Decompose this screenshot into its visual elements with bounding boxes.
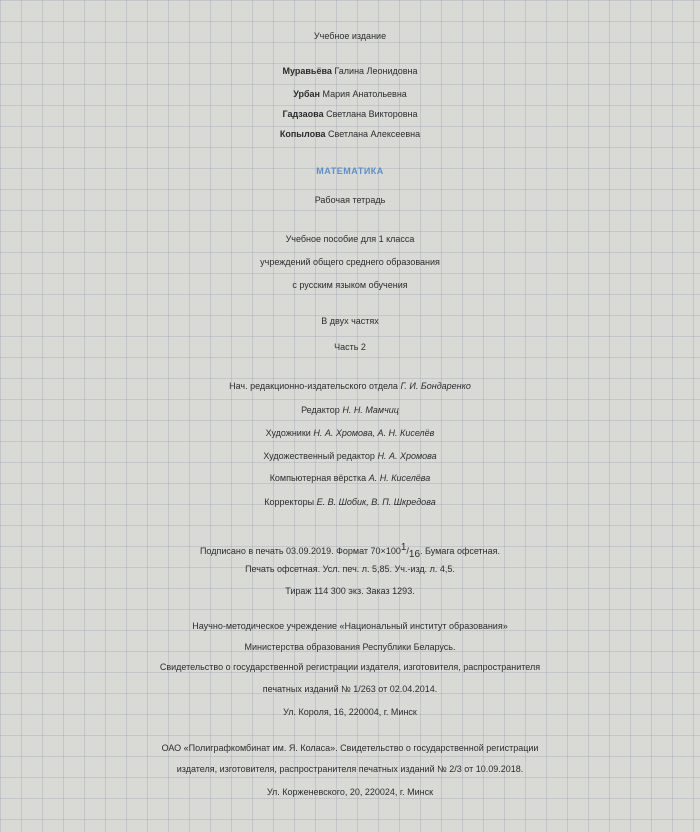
credit-line — [0, 497, 700, 507]
print-run: Тираж 114 300 экз. Заказ 1293. — [285, 586, 415, 596]
printer-line: ОАО «Полиграфкомбинат им. Я. Коласа». Свидетельство о государственной регистрации — [161, 743, 539, 753]
author-surname: Копылова — [279, 129, 326, 139]
author-line — [0, 109, 700, 119]
description-line: учреждений общего среднего образования — [260, 257, 440, 267]
publisher-address: Ул. Короля, 16, 220004, г. Минск — [283, 707, 417, 717]
credit-role: Компьютерная вёрстка — [269, 473, 367, 483]
print-info-line: Печать офсетная. Усл. печ. л. 5,85. Уч.-изд. л. 4,5. — [245, 564, 455, 574]
publisher-line: печатных изданий № 1/263 от 02.04.2014. — [262, 684, 438, 694]
credit-person: А. Н. Киселёва — [368, 473, 431, 483]
credit-person: Е. В. Шобик, В. П. Шкредова — [316, 497, 436, 507]
printer-line: издателя, изготовителя, распространителя печатных изданий № 2/3 от 10.09.2018. — [176, 764, 524, 774]
credit-line — [0, 451, 700, 461]
credit-role: Нач. редакционно-издательского отдела — [229, 381, 398, 391]
credit-person: Н. А. Хромова, А. Н. Киселёв — [313, 428, 435, 438]
book-title: МАТЕМАТИКА — [316, 166, 384, 176]
part-number: Часть 2 — [334, 342, 366, 352]
author-surname: Муравьёва — [282, 66, 332, 76]
author-name: Светлана Викторовна — [326, 109, 418, 119]
description-line: Учебное пособие для 1 класса — [285, 234, 415, 244]
credit-line — [0, 405, 700, 415]
author-line — [0, 89, 700, 99]
credit-role: Корректоры — [264, 497, 315, 507]
author-surname: Гадзаова — [282, 109, 324, 119]
book-subtitle: Рабочая тетрадь — [314, 195, 386, 205]
publisher-line: Министерства образования Республики Беларусь. — [244, 642, 456, 652]
credit-line — [0, 381, 700, 391]
credit-role: Художественный редактор — [263, 451, 375, 461]
print-date-format: Подписано в печать 03.09.2019. Формат 70×100 — [199, 546, 401, 556]
author-line — [0, 129, 700, 139]
author-line — [0, 66, 700, 76]
credit-person: Н. А. Хромова — [377, 451, 437, 461]
parts-info: В двух частях — [321, 316, 379, 326]
format-denominator: 16 — [408, 548, 421, 560]
author-name: Светлана Алексеевна — [328, 129, 421, 139]
credit-person: Г. И. Бондаренко — [400, 381, 471, 391]
description-line: с русским языком обучения — [292, 280, 408, 290]
author-name: Мария Анатольевна — [322, 89, 407, 99]
credit-role: Редактор — [301, 405, 340, 415]
publisher-line: Свидетельство о государственной регистрации издателя, изготовителя, распространителя — [159, 662, 541, 672]
credit-line — [0, 428, 700, 438]
format-numerator: 1 — [400, 542, 407, 553]
printer-address: Ул. Корженевского, 20, 220024, г. Минск — [266, 787, 434, 797]
print-info-line: Подписано в печать 03.09.2019. Формат $70\times 100^1/_{16}$. Бумага офсетная. — [199, 542, 501, 560]
credit-person: Н. Н. Мамчиц — [342, 405, 399, 415]
credit-line — [0, 473, 700, 483]
author-name: Галина Леонидовна — [334, 66, 418, 76]
paper-type: . Бумага офсетная. — [420, 546, 501, 556]
credit-role: Художники — [265, 428, 311, 438]
edition-type: Учебное издание — [313, 31, 387, 41]
author-surname: Урбан — [293, 89, 320, 99]
publisher-line: Научно-методическое учреждение «Национальный институт образования» — [192, 621, 508, 631]
